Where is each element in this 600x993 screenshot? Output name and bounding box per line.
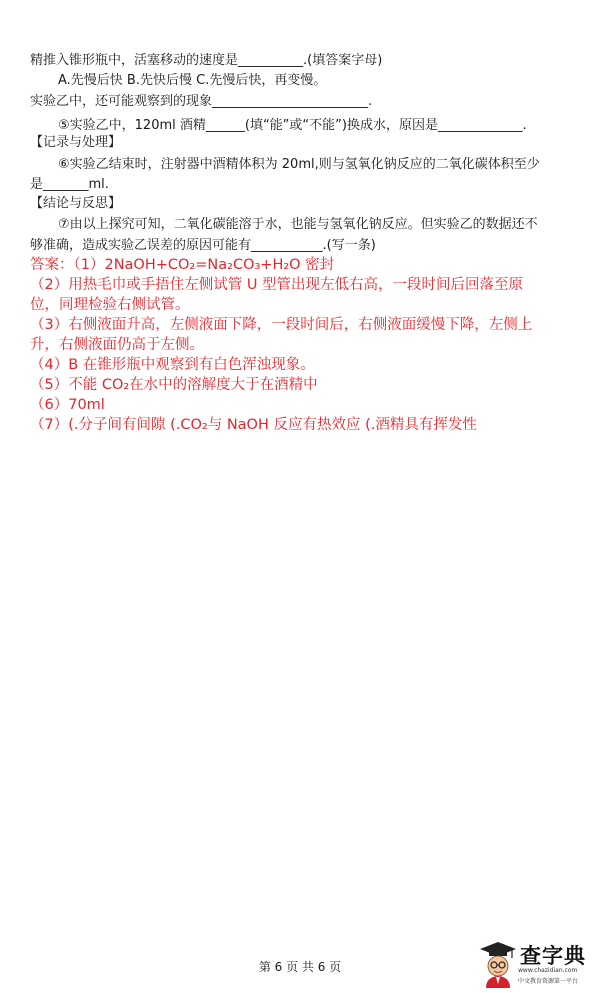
answer-line: （2）用热毛巾或手捂住左侧试管 U 型管出现左低右高，一段时间后回落至原 [30,277,524,293]
answer-line: 升，右侧液面仍高于左侧。 [30,337,204,353]
answer-line: （5）不能 CO₂在水中的溶解度大于在酒精中 [30,377,318,393]
question-line: ⑤实验乙中，120ml 酒精______(填“能”或“不能”)换成水，原因是_____________. [58,118,527,133]
answer-line: 位，同理检验右侧试管。 [30,297,190,313]
page-number: 第 6 页 共 6 页 [258,960,342,974]
logo-slogan: 中文教育资源第一平台 [518,978,579,985]
section-heading-record: 【记录与处理】 [30,135,122,150]
logo-title: 查字典 [520,944,586,968]
answer-line: （3）右侧液面升高，左侧液面下降，一段时间后，右侧液面缓慢下降，左侧上 [30,317,533,333]
question-line: ⑦由以上探究可知，二氧化碳能溶于水，也能与氢氧化钠反应。但实验乙的数据还不 [58,217,538,232]
answer-line: （6）70ml [30,397,105,413]
answer-line: （4）B 在锥形瓶中观察到有白色浑浊现象。 [30,357,315,373]
mascot-icon [478,940,518,990]
question-options: A.先慢后快 B.先快后慢 C.先慢后快，再变慢。 [58,73,327,88]
chazidian-logo [478,940,596,990]
question-line: 实验乙中，还可能观察到的现象________________________. [30,94,373,109]
question-line: 是_______ml. [30,177,109,192]
answer-line: （7）(.分子间有间隙 (.CO₂与 NaOH 反应有热效应 (.酒精具有挥发性 [30,417,477,433]
question-line: ⑥实验乙结束时，注射器中酒精体积为 20ml,则与氢氧化钠反应的二氧化碳体积至少 [58,157,540,172]
section-heading-conclusion: 【结论与反思】 [30,196,122,211]
question-line: 精推入锥形瓶中，活塞移动的速度是__________.(填答案字母) [30,53,383,68]
question-line: 够准确，造成实验乙误差的原因可能有___________.(写一条) [30,238,376,253]
answer-line: 答案：（1）2NaOH+CO₂=Na₂CO₃+H₂O 密封 [30,257,335,273]
logo-url: www.chazidian.com [518,967,578,974]
